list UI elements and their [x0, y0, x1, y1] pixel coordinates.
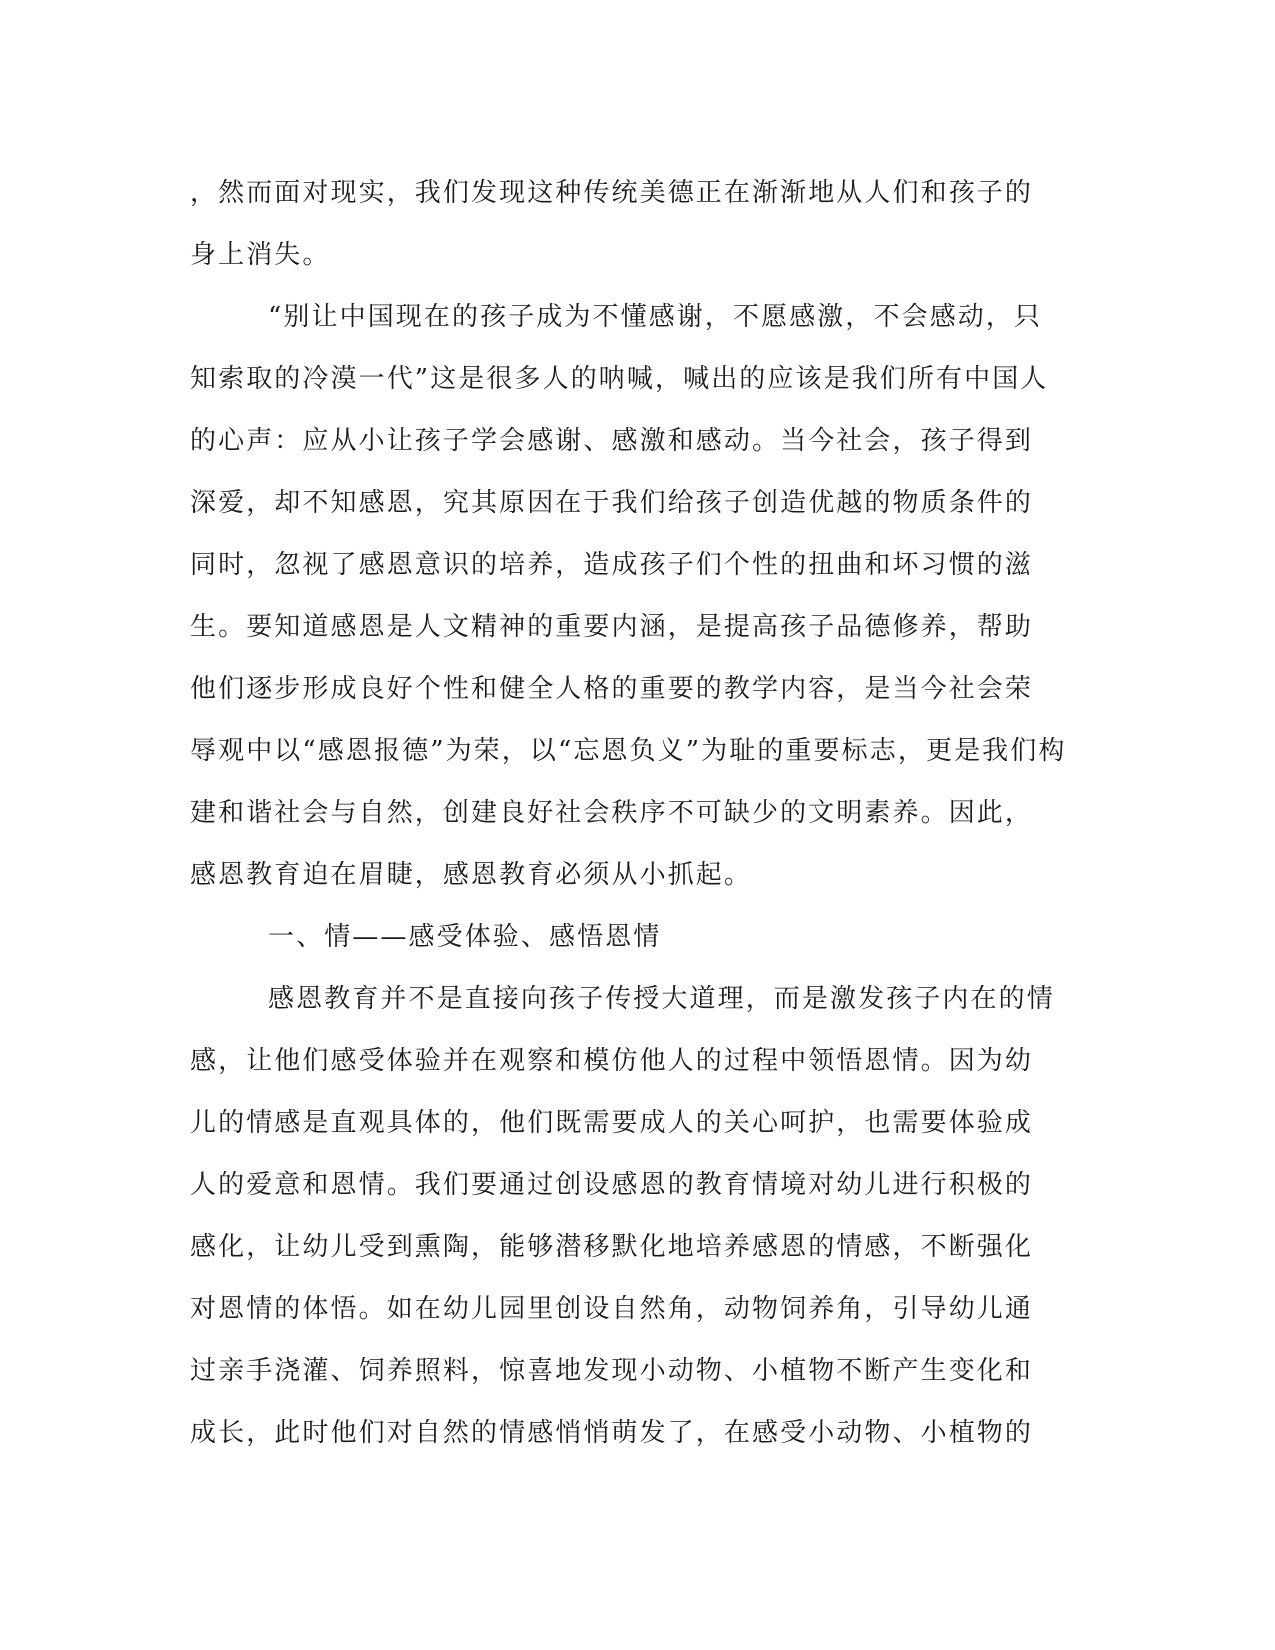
- text-line: 对恩情的体悟。如在幼儿园里创设自然角，动物饲养角，引导幼儿通: [190, 1294, 1034, 1324]
- text-line: 儿的情感是直观具体的，他们既需要成人的关心呵护，也需要体验成: [190, 1108, 1034, 1138]
- text-line: 知索取的冷漠一代”这是很多人的呐喊，喊出的应该是我们所有中国人: [190, 364, 1049, 394]
- text-line: 的心声：应从小让孩子学会感谢、感激和感动。当今社会，孩子得到: [190, 426, 1034, 456]
- paragraph-start-line: “别让中国现在的孩子成为不懂感谢，不愿感激，不会感动，只: [268, 302, 1043, 332]
- document-body: [190, 162, 1090, 1464]
- text-line: 身上消失。: [190, 240, 331, 270]
- text-line: 感化，让幼儿受到熏陶，能够潜移默化地培养感恩的情感，不断强化: [190, 1232, 1034, 1262]
- text-line: 辱观中以“感恩报德”为荣，以“忘恩负义”为耻的重要标志，更是我们构: [190, 736, 1067, 766]
- text-line: 成长，此时他们对自然的情感悄悄萌发了，在感受小动物、小植物的: [190, 1418, 1034, 1448]
- section-heading: 一、情——感受体验、感悟恩情: [268, 922, 662, 952]
- text-line: 过亲手浇灌、饲养照料，惊喜地发现小动物、小植物不断产生变化和: [190, 1356, 1034, 1386]
- text-line: 感，让他们感受体验并在观察和模仿他人的过程中领悟恩情。因为幼: [190, 1046, 1034, 1076]
- text-line: 同时，忽视了感恩意识的培养，造成孩子们个性的扭曲和坏习惯的滋: [190, 550, 1034, 580]
- text-line: 感恩教育迫在眉睫，感恩教育必须从小抓起。: [190, 860, 753, 890]
- paragraph-start-line: 感恩教育并不是直接向孩子传授大道理，而是激发孩子内在的情: [268, 984, 1055, 1014]
- text-line: 他们逐步形成良好个性和健全人格的重要的教学内容，是当今社会荣: [190, 674, 1034, 704]
- text-line: ，然而面对现实，我们发现这种传统美德正在渐渐地从人们和孩子的: [190, 178, 1034, 208]
- text-line: 生。要知道感恩是人文精神的重要内涵，是提高孩子品德修养，帮助: [190, 612, 1034, 642]
- text-line: 深爱，却不知感恩，究其原因在于我们给孩子创造优越的物质条件的: [190, 488, 1034, 518]
- text-line: 建和谐社会与自然，创建良好社会秩序不可缺少的文明素养。因此，: [190, 798, 1034, 828]
- text-line: 人的爱意和恩情。我们要通过创设感恩的教育情境对幼儿进行积极的: [190, 1170, 1034, 1200]
